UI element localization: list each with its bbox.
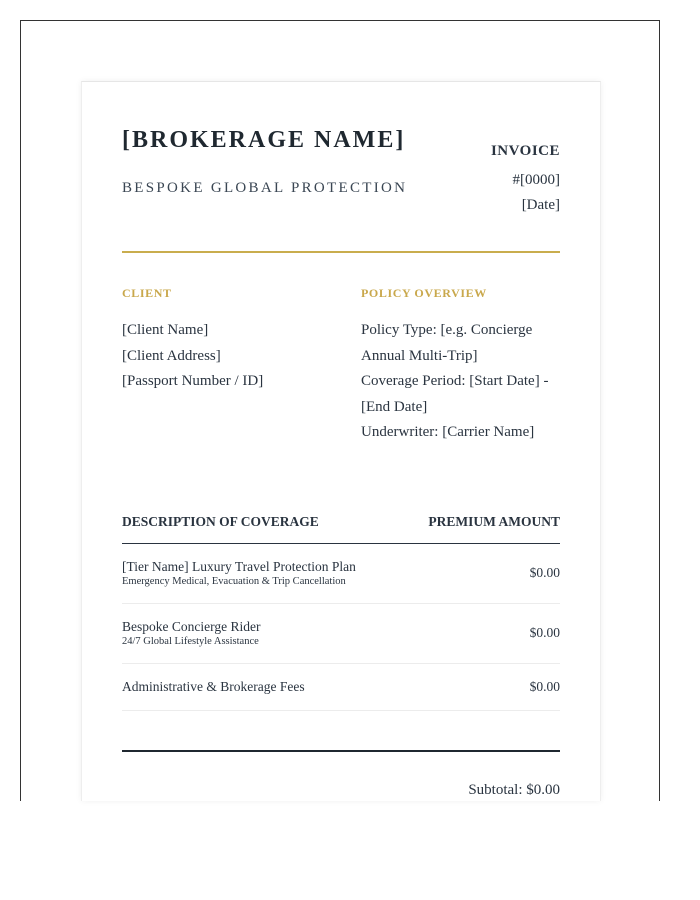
coverage-subtitle: 24/7 Global Lifestyle Assistance [122, 636, 259, 647]
table-row [122, 604, 560, 664]
coverage-subtitle: Emergency Medical, Evacuation & Trip Cancellation [122, 576, 346, 587]
coverage-title: Administrative & Brokerage Fees [122, 679, 305, 694]
table-row [122, 544, 560, 604]
invoice-sheet [81, 81, 601, 801]
client-address: [Client Address] [122, 347, 221, 364]
header-divider [122, 251, 560, 253]
coverage-title: [Tier Name] Luxury Travel Protection Plan [122, 559, 356, 574]
coverage-amount: $0.00 [529, 625, 560, 640]
policy-line: [End Date] [361, 398, 428, 415]
coverage-table-header [122, 514, 560, 544]
amount-column-header: PREMIUM AMOUNT [428, 514, 560, 529]
coverage-amount: $0.00 [529, 565, 560, 580]
policy-line: Coverage Period: [Start Date] - [361, 373, 549, 389]
invoice-title: INVOICE [490, 143, 560, 159]
policy-line: Annual Multi-Trip] [361, 347, 478, 364]
coverage-amount: $0.00 [529, 679, 560, 694]
invoice-meta [491, 142, 560, 218]
policy-line: Underwriter: [Carrier Name] [361, 424, 535, 440]
subtotal: Subtotal: $0.00 [468, 782, 560, 798]
policy-line: Policy Type: [e.g. Concierge [361, 322, 533, 338]
client-details [122, 318, 342, 395]
policy-details [361, 318, 561, 446]
description-column-header: DESCRIPTION OF COVERAGE [122, 514, 319, 529]
policy-section-label: POLICY OVERVIEW [361, 286, 487, 300]
table-row [122, 664, 560, 711]
brokerage-name: [BROKERAGE NAME] [122, 127, 406, 153]
totals-divider [122, 750, 560, 752]
coverage-title: Bespoke Concierge Rider [122, 619, 261, 634]
invoice-number: #[0000] [512, 172, 560, 188]
client-name: [Client Name] [122, 322, 209, 338]
brokerage-tagline: BESPOKE GLOBAL PROTECTION [122, 180, 408, 196]
client-passport: [Passport Number / ID] [122, 373, 264, 389]
client-section-label: CLIENT [122, 286, 172, 300]
invoice-date: [Date] [521, 197, 560, 213]
